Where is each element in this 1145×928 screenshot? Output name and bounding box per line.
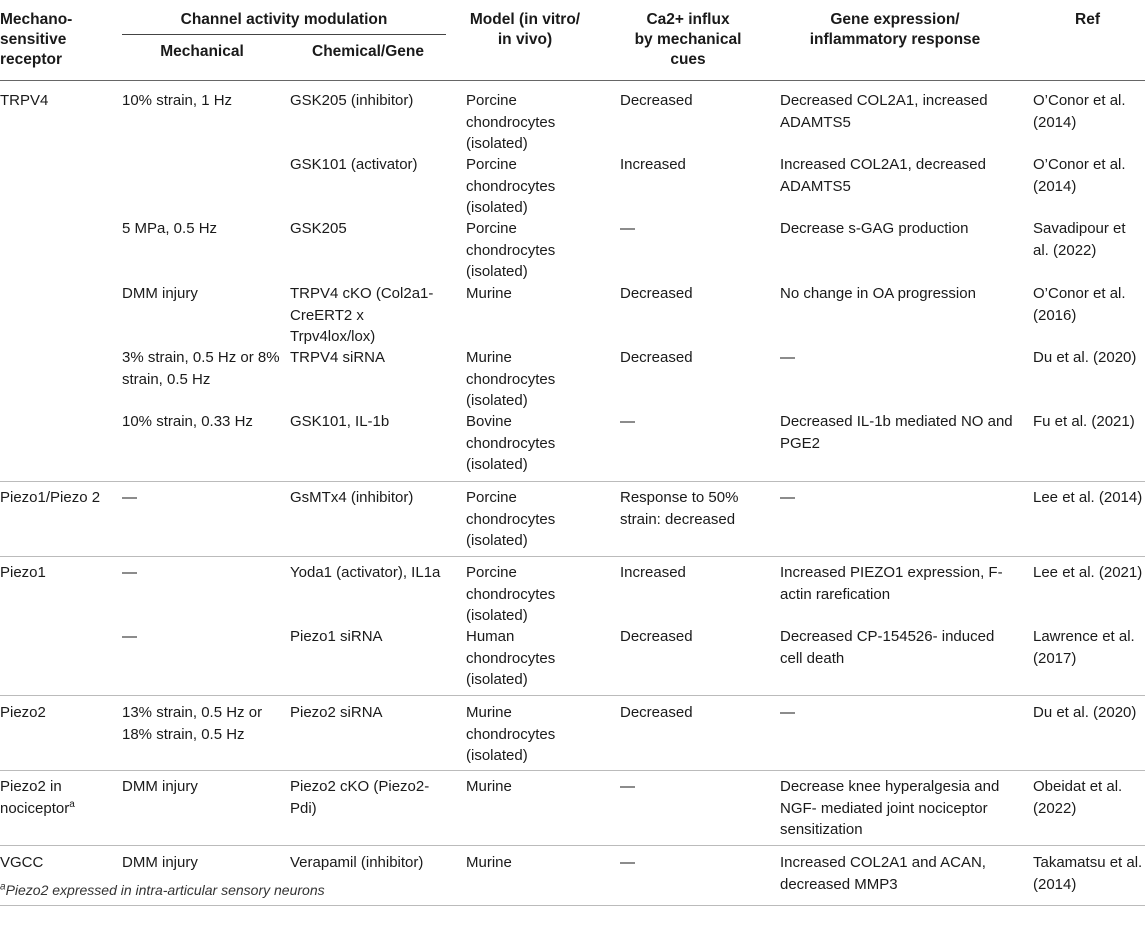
header-model-line: Model (in vitro/ (469, 11, 581, 28)
cell-ca: Increased (620, 156, 686, 173)
header-model (450, 10, 600, 50)
cell-ca: — (620, 778, 635, 795)
cell-receptor: Piezo2 (0, 704, 46, 721)
cell-model: Porcine chondrocytes (isolated) (466, 564, 556, 624)
cell-chem: GSK205 (inhibitor) (290, 92, 414, 109)
cell-receptor: Piezo1/Piezo 2 (0, 489, 101, 506)
cell-gene: — (780, 489, 795, 506)
cell-gene: Decreased COL2A1, increased ADAMTS5 (780, 92, 988, 131)
cell-mech: — (122, 628, 137, 645)
cell-chem: GSK205 (290, 220, 347, 237)
cell-gene: Decreased CP-154526- induced cell death (780, 628, 995, 667)
header-channel-group: Channel activity modulation (180, 11, 388, 28)
cell-model: Human chondrocytes (isolated) (466, 628, 556, 688)
cell-ref: Lee et al. (2021) (1033, 564, 1143, 581)
row-separator (0, 481, 1145, 482)
cell-mech: 13% strain, 0.5 Hz or 18% strain, 0.5 Hz (122, 704, 263, 743)
receptor-footnote-mark: a (69, 798, 75, 810)
cell-gene: Decrease s-GAG production (780, 220, 969, 237)
cell-model: Bovine chondrocytes (isolated) (466, 413, 556, 473)
cell-gene: — (780, 704, 795, 721)
header-receptor-line: receptor (0, 51, 63, 68)
header-receptor (0, 10, 120, 70)
header-ca-influx (608, 10, 768, 70)
header-gene-line: inflammatory response (809, 31, 981, 48)
cell-model: Murine (466, 778, 512, 795)
cell-model: Murine (466, 285, 512, 302)
header-ca-line: cues (670, 51, 706, 68)
cell-receptor: Piezo2 in nociceptor$^a$ (0, 778, 75, 817)
header-receptor-line: Mechano- (0, 11, 73, 28)
cell-gene: No change in OA progression (780, 285, 976, 302)
cell-mech: DMM injury (122, 854, 198, 871)
cell-ca: — (620, 854, 635, 871)
cell-model: Murine chondrocytes (isolated) (466, 704, 556, 764)
cell-gene: — (780, 349, 795, 366)
cell-mech: — (122, 564, 137, 581)
cell-gene: Increased COL2A1, decreased ADAMTS5 (780, 156, 986, 195)
cell-receptor: TRPV4 (0, 92, 49, 109)
cell-ref: Du et al. (2020) (1033, 704, 1137, 721)
cell-model: Murine chondrocytes (isolated) (466, 349, 556, 409)
cell-ref: Du et al. (2020) (1033, 349, 1137, 366)
table-header (0, 0, 1145, 81)
footnote-text: Piezo2 expressed in intra-articular sensory neurons (5, 882, 325, 898)
header-gene-expression (770, 10, 1020, 50)
cell-chem: TRPV4 siRNA (290, 349, 386, 366)
cell-mech: 10% strain, 1 Hz (122, 92, 233, 109)
cell-mech: DMM injury (122, 285, 198, 302)
cell-ref: Takamatsu et al. (2014) (1033, 854, 1143, 893)
cell-gene: Increased COL2A1 and ACAN, decreased MMP3 (780, 854, 986, 893)
cell-model: Murine (466, 854, 512, 871)
header-receptor-line: sensitive (0, 31, 67, 48)
cell-ca: — (620, 413, 635, 430)
header-ca-line: Ca2+ influx (646, 11, 730, 28)
cell-chem: Verapamil (inhibitor) (290, 854, 424, 871)
header-mechanical: Mechanical (160, 43, 244, 60)
footnote-mark: a (0, 881, 6, 893)
cell-model: Porcine chondrocytes (isolated) (466, 220, 556, 280)
cell-ca: Decreased (620, 349, 693, 366)
cell-model: Porcine chondrocytes (isolated) (466, 92, 556, 152)
header-ca-line: by mechanical (634, 31, 742, 48)
cell-chem: TRPV4 cKO (Col2a1-CreERT2 x Trpv4lox/lox) (290, 285, 434, 345)
cell-receptor: VGCC (0, 854, 44, 871)
cell-ca: Decreased (620, 628, 693, 645)
row-separator (0, 556, 1145, 557)
cell-chem: GSK101, IL-1b (290, 413, 390, 430)
row-separator (0, 770, 1145, 771)
cell-ref: Lawrence et al. (2017) (1033, 628, 1135, 667)
header-chemical: Chemical/Gene (312, 43, 424, 60)
header-model-line: in vivo) (497, 31, 553, 48)
cell-mech: — (122, 489, 137, 506)
cell-mech: 5 MPa, 0.5 Hz (122, 220, 218, 237)
cell-ca: — (620, 220, 635, 237)
cell-gene: Increased PIEZO1 expression, F-actin rarefication (780, 564, 1003, 603)
cell-ref: Savadipour et al. (2022) (1033, 220, 1126, 259)
cell-ca: Decreased (620, 704, 693, 721)
cell-ca: Decreased (620, 285, 693, 302)
row-separator (0, 845, 1145, 846)
cell-chem: Piezo1 siRNA (290, 628, 383, 645)
cell-model: Porcine chondrocytes (isolated) (466, 156, 556, 216)
cell-mech: 10% strain, 0.33 Hz (122, 413, 253, 430)
cell-mech: DMM injury (122, 778, 198, 795)
header-gene-line: Gene expression/ (830, 11, 960, 28)
cell-ca: Response to 50% strain: decreased (620, 489, 739, 528)
cell-gene: Decrease knee hyperalgesia and NGF- mediated joint nociceptor sensitization (780, 778, 1000, 838)
cell-ref: O’Conor et al. (2014) (1033, 92, 1126, 131)
cell-ref: O’Conor et al. (2016) (1033, 285, 1126, 324)
header-ref: Ref (1075, 11, 1100, 28)
footnote (0, 882, 325, 898)
row-separator (0, 695, 1145, 696)
cell-chem: Yoda1 (activator), IL1a (290, 564, 441, 581)
cell-ca: Decreased (620, 92, 693, 109)
cell-mech: 3% strain, 0.5 Hz or 8% strain, 0.5 Hz (122, 349, 280, 388)
cell-ref: Lee et al. (2014) (1033, 489, 1143, 506)
cell-chem: Piezo2 cKO (Piezo2-Pdi) (290, 778, 430, 817)
header-group-rule (122, 34, 446, 35)
cell-gene: Decreased IL-1b mediated NO and PGE2 (780, 413, 1013, 452)
cell-ref: Obeidat et al. (2022) (1033, 778, 1123, 817)
cell-ca: Increased (620, 564, 686, 581)
cell-receptor: Piezo1 (0, 564, 46, 581)
cell-ref: Fu et al. (2021) (1033, 413, 1135, 430)
cell-ref: O’Conor et al. (2014) (1033, 156, 1126, 195)
cell-chem: GsMTx4 (inhibitor) (290, 489, 414, 506)
cell-model: Porcine chondrocytes (isolated) (466, 489, 556, 549)
cell-chem: Piezo2 siRNA (290, 704, 383, 721)
row-separator (0, 905, 1145, 906)
cell-chem: GSK101 (activator) (290, 156, 418, 173)
